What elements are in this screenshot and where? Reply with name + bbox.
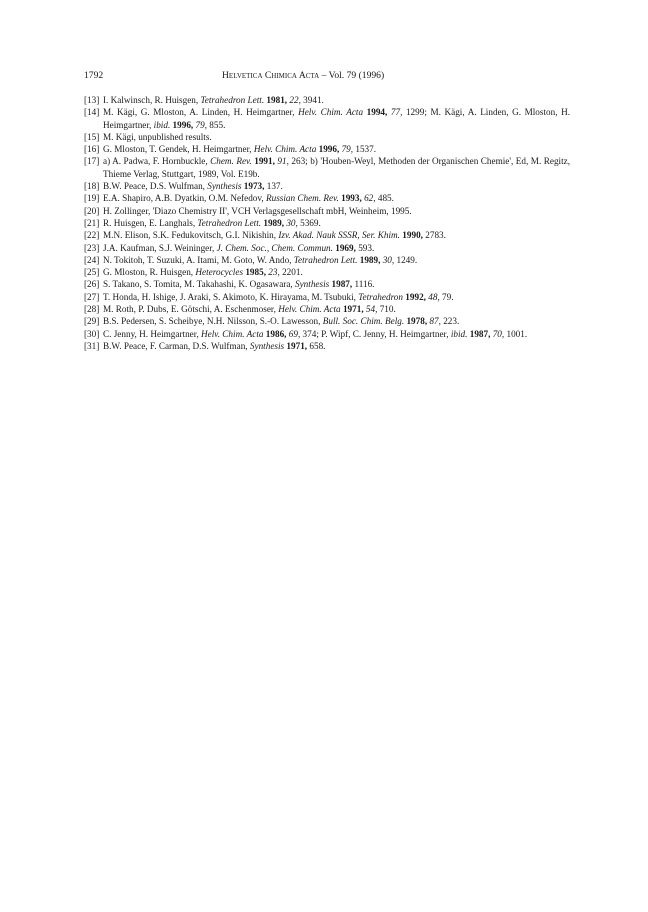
reference-italic-text: Chem. Rev. (210, 156, 252, 167)
reference-text-segment: M. Kägi, unpublished results. (103, 131, 212, 142)
reference-italic-text: Heterocycles (195, 267, 244, 278)
reference-italic-text: 62, (364, 193, 376, 204)
journal-name: Helvetica Chimica Acta (222, 70, 320, 81)
reference-text (103, 315, 570, 327)
reference-item (84, 254, 570, 266)
reference-number: [17] (84, 156, 100, 167)
reference-item (84, 242, 570, 254)
reference-text (103, 143, 570, 155)
reference-text (103, 217, 570, 229)
reference-text-segment: 263; b) 'Houben-Weyl, Methoden der Organischen Chemie', Ed, M. Regitz, Thieme Verlag, Stuttgart, 1989, Vol. E19b. (103, 156, 571, 179)
reference-year: 1996, (318, 144, 340, 155)
reference-item (84, 278, 570, 290)
reference-italic-text: Helv. Chim. Acta (201, 328, 264, 339)
reference-text-segment: B.W. Peace, F. Carman, D.S. Wulfman, (103, 340, 250, 351)
reference-italic-text: 70, (492, 328, 505, 339)
reference-text-segment: J.A. Kaufman, S.J. Weininger, (103, 242, 217, 253)
reference-text-segment: 1299; M. Kägi, A. Linden, G. Mloston, H. Heimgartner, (103, 107, 571, 130)
reference-item (84, 328, 570, 340)
reference-year: 1985, (245, 267, 266, 278)
reference-number: [23] (84, 242, 100, 253)
reference-item (84, 106, 570, 131)
reference-italic-text: 23, (268, 267, 280, 278)
reference-item (84, 266, 570, 278)
reference-text (103, 266, 570, 278)
reference-year: 1992, (405, 291, 426, 302)
reference-year: 1990, (402, 230, 423, 241)
reference-text-segment: C. Jenny, H. Heimgartner, (103, 328, 202, 339)
reference-number: [31] (84, 340, 100, 351)
reference-text (103, 291, 570, 303)
reference-number: [26] (84, 279, 100, 290)
reference-item (84, 205, 570, 217)
reference-text-segment: 1249. (394, 254, 418, 265)
reference-number: [14] (84, 107, 100, 118)
reference-italic-text: Tetrahedron Lett. (197, 217, 262, 228)
reference-year: 1994, (366, 107, 388, 118)
reference-text-segment: 485. (375, 193, 394, 204)
reference-number: [28] (84, 304, 100, 315)
reference-text-segment: B.W. Peace, D.S. Wulfman, (103, 181, 208, 192)
reference-text-segment: 1001. (504, 328, 528, 339)
reference-year: 1969, (335, 242, 356, 253)
reference-text-segment: E.A. Shapiro, A.B. Dyatkin, O.M. Nefedov, (103, 193, 266, 204)
reference-year: 1991, (254, 156, 275, 167)
page-header (84, 70, 569, 84)
reference-italic-text: 48, (428, 291, 440, 302)
reference-item (84, 192, 570, 204)
reference-year: 1989, (359, 254, 381, 265)
reference-text (103, 180, 570, 192)
reference-text (103, 328, 570, 340)
reference-item (84, 340, 570, 352)
reference-text-segment: 3941. (300, 95, 324, 105)
reference-italic-text: Tetrahedron Lett. (200, 95, 265, 105)
reference-italic-text: Tetrahedron (358, 291, 403, 302)
reference-italic-text: 79, (341, 144, 354, 155)
reference-number: [27] (84, 291, 100, 302)
reference-year: 1987, (331, 279, 353, 290)
reference-italic-text: Izv. Akad. Nauk SSSR, Ser. Khim. (278, 230, 400, 241)
reference-italic-text: Helv. Chim. Acta (278, 304, 341, 315)
reference-text-segment: 710. (377, 304, 396, 315)
reference-italic-text: 87, (429, 316, 441, 327)
reference-text-segment: B.S. Pedersen, S. Scheibye, N.H. Nilsson, S.-O. Lawesson, (103, 316, 323, 327)
reference-italic-text: Tetrahedron Lett. (293, 254, 358, 265)
reference-text-segment: M. Kägi, G. Mloston, A. Linden, H. Heimgartner, (103, 107, 299, 118)
reference-item (84, 217, 570, 229)
reference-item (84, 303, 570, 315)
reference-number: [30] (84, 328, 100, 339)
reference-year: 1993, (341, 193, 362, 204)
reference-item (84, 291, 570, 303)
reference-year: 1971, (342, 304, 364, 315)
reference-italic-text: Bull. Soc. Chim. Belg. (322, 316, 405, 327)
reference-text-segment: 855. (207, 119, 226, 130)
reference-text-segment: G. Mloston, T. Gendek, H. Heimgartner, (103, 144, 254, 155)
reference-italic-text: Synthesis (249, 340, 285, 351)
reference-text-segment: H. Zollinger, 'Diazo Chemistry II', VCH Verlagsgesellschaft mbH, Weinheim, 1995. (103, 205, 412, 216)
reference-italic-text: Russian Chem. Rev. (265, 193, 339, 204)
reference-number: [22] (84, 230, 100, 241)
reference-text (103, 340, 570, 352)
reference-year: 1971, (286, 340, 308, 351)
reference-text-segment: 223. (440, 316, 460, 327)
reference-item (84, 180, 570, 192)
reference-year: 1986, (265, 328, 287, 339)
reference-text-segment: 374; P. Wipf, C. Jenny, H. Heimgartner, (300, 328, 451, 339)
reference-italic-text: 22, (289, 95, 301, 105)
reference-item (84, 315, 570, 327)
reference-italic-text: Helv. Chim. Acta (298, 107, 364, 118)
reference-italic-text: Helv. Chim. Acta (253, 144, 317, 155)
reference-number: [25] (84, 267, 100, 278)
reference-number: [16] (84, 144, 100, 155)
reference-text-segment: I. Kalwinsch, R. Huisgen, (103, 95, 201, 105)
reference-text-segment: 593. (355, 242, 375, 253)
reference-item (84, 229, 570, 241)
reference-item (84, 94, 570, 106)
reference-year: 1996, (172, 119, 194, 130)
reference-italic-text: ibid. (153, 119, 171, 130)
reference-text (103, 242, 570, 254)
reference-text-segment: 5369. (297, 217, 321, 228)
reference-text (103, 254, 570, 266)
reference-year: 1978, (406, 316, 428, 327)
reference-italic-text: 77, (390, 107, 403, 118)
volume-info: – Vol. 79 (1996) (321, 70, 385, 81)
reference-text-segment: R. Huisgen, E. Langhals, (103, 217, 198, 228)
reference-year: 1981, (266, 95, 288, 105)
reference-year: 1973, (243, 181, 265, 192)
reference-italic-text: 30, (286, 217, 298, 228)
reference-text (103, 155, 570, 180)
reference-text-segment: 137. (264, 181, 283, 192)
reference-italic-text: 79, (195, 119, 207, 130)
reference-text-segment: 79. (439, 291, 454, 302)
reference-text (103, 229, 570, 241)
reference-text-segment: 1116. (352, 279, 375, 290)
reference-text (103, 131, 570, 143)
reference-number: [24] (84, 254, 100, 265)
reference-italic-text: ibid. (450, 328, 468, 339)
reference-text-segment: a) A. Padwa, F. Hornbuckle, (103, 156, 211, 167)
reference-number: [18] (84, 181, 100, 192)
reference-item (84, 131, 570, 143)
reference-italic-text: 91, (277, 156, 289, 167)
reference-italic-text: Synthesis (207, 181, 242, 192)
reference-text-segment: S. Takano, S. Tomita, M. Takahashi, K. Ogasawara, (103, 279, 295, 290)
reference-italic-text: J. Chem. Soc., Chem. Commun. (216, 242, 333, 253)
reference-text (103, 192, 570, 204)
reference-text-segment: 658. (307, 340, 326, 351)
reference-number: [20] (84, 205, 100, 216)
reference-italic-text: Synthesis (295, 279, 330, 290)
reference-text-segment: 1537. (353, 144, 377, 155)
reference-italic-text: 54, (365, 304, 378, 315)
reference-list (84, 94, 570, 352)
reference-italic-text: 69, (288, 328, 301, 339)
reference-text-segment: M.N. Elison, S.K. Fedukovitsch, G.I. Nikishin, (103, 230, 279, 241)
reference-text (103, 303, 570, 315)
running-head (222, 70, 384, 81)
reference-text-segment: G. Mloston, R. Huisgen, (103, 267, 196, 278)
reference-text-segment: M. Roth, P. Dubs, E. Götschi, A. Eschenmoser, (103, 304, 279, 315)
reference-number: [29] (84, 316, 100, 327)
reference-item (84, 143, 570, 155)
reference-italic-text: 30, (382, 254, 395, 265)
reference-text-segment: 2783. (422, 230, 446, 241)
reference-text-segment: 2201. (279, 267, 303, 278)
reference-text (103, 278, 570, 290)
reference-number: [13] (84, 95, 100, 105)
reference-number: [21] (84, 217, 100, 228)
reference-text-segment: T. Honda, H. Ishige, J. Araki, S. Akimoto, K. Hirayama, M. Tsubuki, (103, 291, 359, 302)
reference-item (84, 155, 570, 180)
reference-year: 1989, (263, 217, 285, 228)
reference-text (103, 94, 570, 106)
reference-number: [19] (84, 193, 100, 204)
reference-text (103, 205, 570, 217)
reference-year: 1987, (469, 328, 491, 339)
reference-text (103, 106, 570, 131)
reference-text-segment: N. Tokitoh, T. Suzuki, A. Itami, M. Goto, W. Ando, (103, 254, 294, 265)
page-number: 1792 (84, 70, 104, 81)
reference-number: [15] (84, 131, 100, 142)
